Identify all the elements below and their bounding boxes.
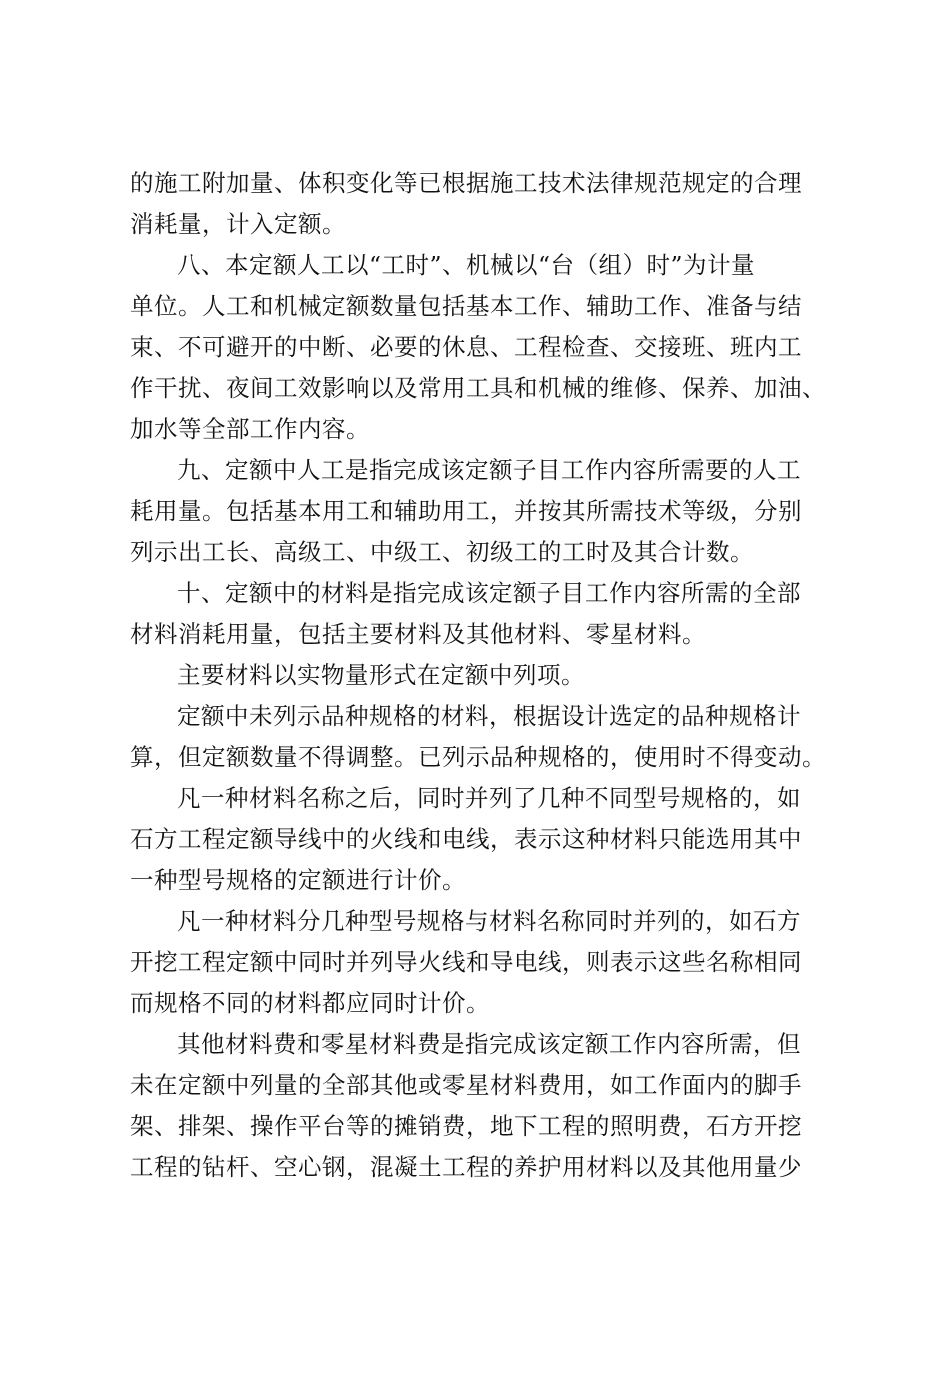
text-line: 架、排架、操作平台等的摊销费，地下工程的照明费，石方开挖 [130,1112,802,1140]
text-line: 作干扰、夜间工效影响以及常用工具和机械的维修、保养、加油、 [130,374,826,402]
text-line: 列示出工长、高级工、中级工、初级工的工时及其合计数。 [130,538,754,566]
text-line: 材料消耗用量，包括主要材料及其他材料、零星材料。 [130,620,706,648]
text-line: 消耗量，计入定额。 [130,210,346,238]
text-line: 的施工附加量、体积变化等已根据施工技术法律规范规定的合理 [130,169,802,197]
text-line: 石方工程定额导线中的火线和电线，表示这种材料只能选用其中 [130,825,802,853]
text-line: 算，但定额数量不得调整。已列示品种规格的，使用时不得变动。 [130,743,826,771]
text-line: 单位。人工和机械定额数量包括基本工作、辅助工作、准备与结 [130,292,802,320]
text-line: 其他材料费和零星材料费是指完成该定额工作内容所需，但 [177,1030,801,1058]
text-line: 加水等全部工作内容。 [130,415,370,443]
text-line: 定额中未列示品种规格的材料，根据设计选定的品种规格计 [177,702,801,730]
text-line: 主要材料以实物量形式在定额中列项。 [177,661,585,689]
text-line: 工程的钻杆、空心钢，混凝土工程的养护用材料以及其他用量少 [130,1153,802,1181]
text-line: 耗用量。包括基本用工和辅助用工，并按其所需技术等级，分别 [130,497,802,525]
text-line: 开挖工程定额中同时并列导火线和导电线，则表示这些名称相同 [130,948,802,976]
text-line: 八、本定额人工以“工时”、机械以“台（组）时”为计量 [177,251,756,279]
text-line: 未在定额中列量的全部其他或零星材料费用，如工作面内的脚手 [130,1071,802,1099]
document-body [130,163,830,1188]
text-line: 十、定额中的材料是指完成该定额子目工作内容所需的全部 [177,579,801,607]
text-line: 一种型号规格的定额进行计价。 [130,866,466,894]
text-line: 凡一种材料分几种型号规格与材料名称同时并列的，如石方 [177,907,801,935]
text-line: 束、不可避开的中断、必要的休息、工程检查、交接班、班内工 [130,333,802,361]
text-line: 凡一种材料名称之后，同时并列了几种不同型号规格的，如 [177,784,801,812]
text-line: 九、定额中人工是指完成该定额子目工作内容所需要的人工 [177,456,801,484]
text-line: 而规格不同的材料都应同时计价。 [130,989,490,1017]
